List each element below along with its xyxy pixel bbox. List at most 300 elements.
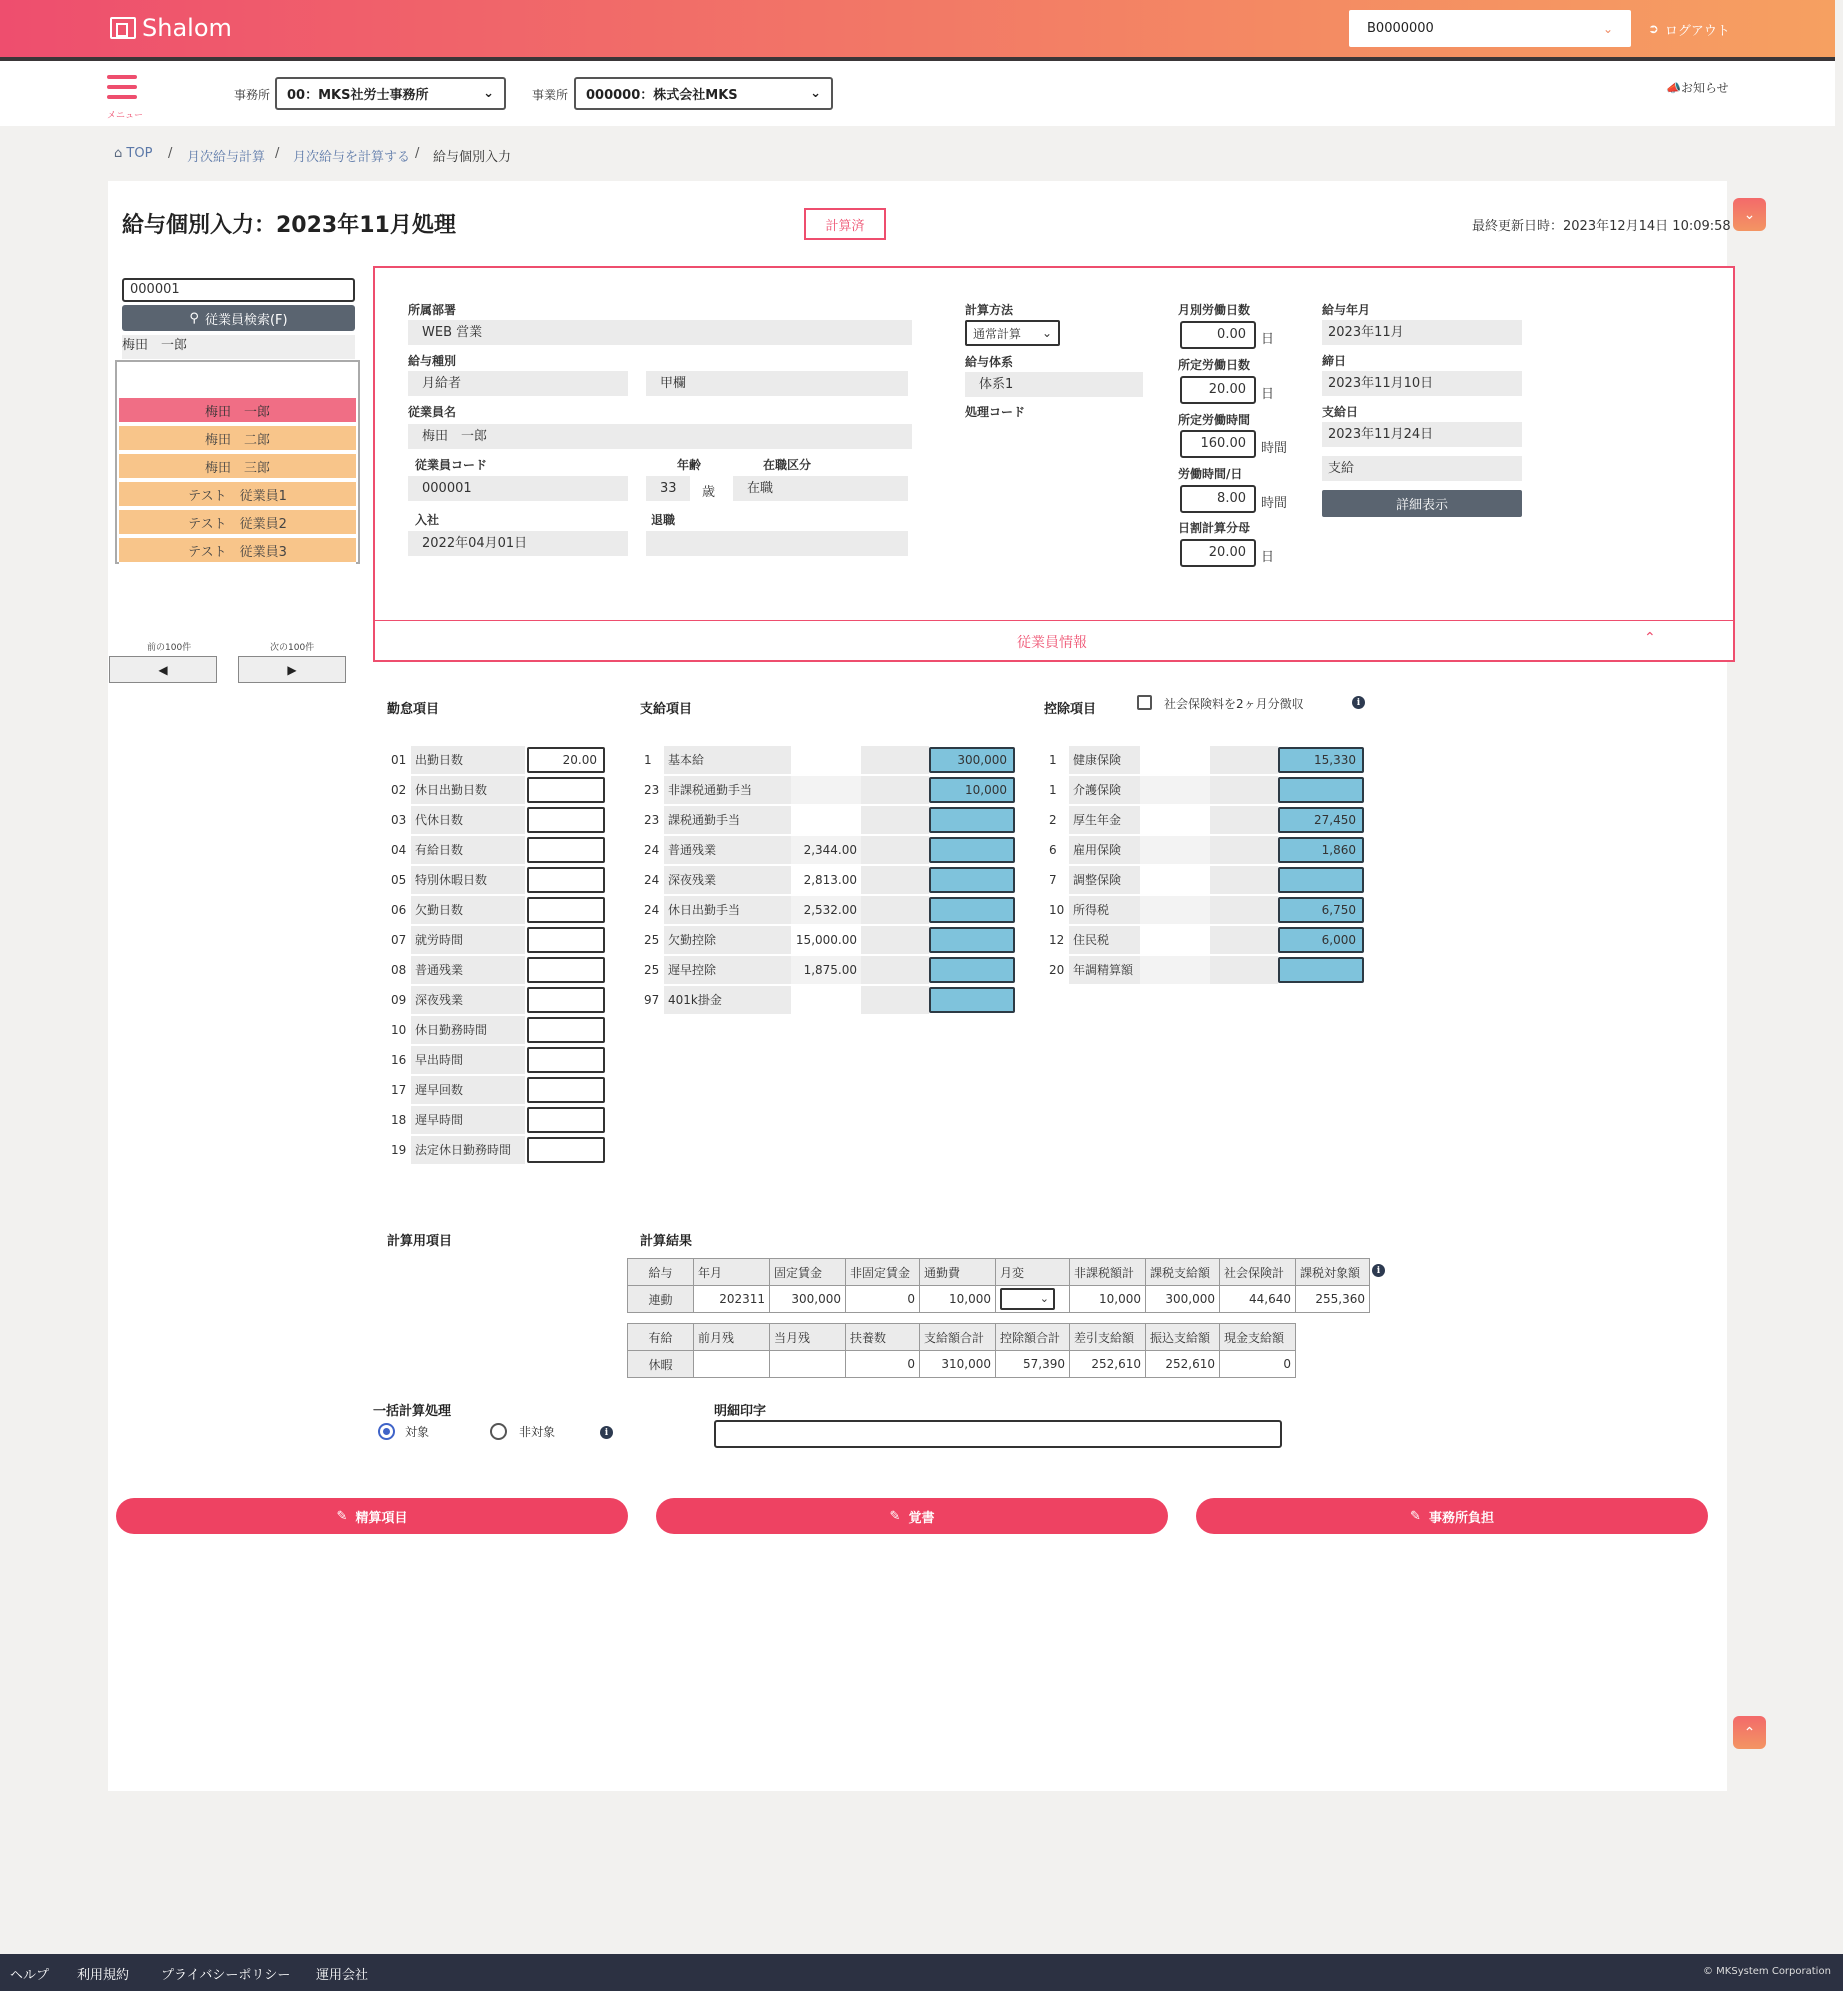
row-rate [791,806,861,834]
attendance-row [391,1016,605,1044]
row-blank [861,926,929,954]
deduction-row [1049,896,1364,924]
calc-method-label: 計算方法 [965,303,1014,317]
info-icon[interactable]: i [1352,696,1365,709]
footer-link-company[interactable]: 運用会社 [316,1968,369,1983]
join-date-value: 2022年04月01日 [408,531,628,556]
table-cell [770,1351,846,1378]
detail-view-button[interactable]: 詳細表示 [1322,490,1522,517]
row-label: 基本給 [664,746,791,774]
table-header: 固定賃金 [770,1259,846,1286]
next-page-button[interactable] [238,656,346,683]
attendance-row [391,806,605,834]
row-label: 特別休暇日数 [411,866,525,894]
payment-row [644,746,1015,774]
payment-input[interactable] [929,867,1015,893]
deduction-input[interactable]: 6,000 [1278,927,1364,953]
row-code: 7 [1049,873,1057,887]
attendance-row [391,926,605,954]
row-label: 欠勤控除 [664,926,791,954]
settlement-button[interactable] [116,1498,628,1534]
table-cell: 10,000 [1070,1286,1146,1313]
attendance-row [391,1136,605,1164]
employee-code-input[interactable]: 000001 [122,278,355,302]
chevron-down-icon: ⌄ [483,86,494,101]
row-code: 1 [644,753,652,767]
pay-system-label: 給与体系 [965,355,1014,369]
leave-date-value [646,531,908,556]
breadcrumb-top[interactable] [114,146,152,161]
row-blank [1210,836,1278,864]
attendance-row [391,746,605,774]
scheduled-hours-label: 所定労働時間 [1178,413,1251,427]
table-header: 非課税額計 [1070,1259,1146,1286]
attendance-input[interactable] [527,1107,605,1133]
row-blank [861,806,929,834]
user-code-select[interactable] [1349,10,1631,47]
row-code: 20 [1049,963,1065,977]
memo-button[interactable] [656,1498,1168,1534]
hours-per-day-input[interactable]: 8.00 [1180,485,1256,513]
process-code-label: 処理コード [965,405,1026,419]
age-unit: 歳 [702,485,716,500]
table-header: 前月残 [694,1324,770,1351]
employee-list-item[interactable]: テスト 従業員2 [119,510,356,536]
row-label: 年調精算額 [1069,956,1140,984]
employee-search-button[interactable] [122,305,355,331]
menu-label: メニュー [107,111,144,121]
row-label: 課税通勤手当 [664,806,791,834]
row-code: 12 [1049,933,1065,947]
payday-label: 支給日 [1322,405,1359,419]
last-updated: 最終更新日時：2023年12月14日 10:09:58 [1472,219,1731,234]
breadcrumb-link[interactable]: 月次給与計算 [187,150,266,165]
row-code: 17 [391,1083,407,1097]
table-cell: 0 [1220,1351,1296,1378]
table-side-header: 休暇 [628,1351,694,1378]
dept-label: 所属部署 [408,303,457,317]
table-cell: 252,610 [1146,1351,1220,1378]
row-label: 出勤日数 [411,746,525,774]
memo-label: 明細印字 [714,1404,767,1419]
menu-button[interactable] [107,75,137,105]
row-code: 19 [391,1143,407,1157]
table-cell: 300,000 [1146,1286,1220,1313]
row-code: 10 [1049,903,1065,917]
row-rate [791,776,861,804]
deduction-input[interactable] [1278,777,1364,803]
attendance-input[interactable] [527,807,605,833]
deduction-input[interactable] [1278,867,1364,893]
attendance-row [391,1046,605,1074]
row-code: 16 [391,1053,407,1067]
row-code: 01 [391,753,407,767]
row-code: 6 [1049,843,1057,857]
row-blank [1210,776,1278,804]
radio-off-icon [490,1423,507,1440]
row-code: 02 [391,783,407,797]
next-page-label: 次の100件 [270,643,315,653]
row-label: 遅早控除 [664,956,791,984]
row-spacer [1140,776,1210,804]
footer-link-terms[interactable]: 利用規約 [77,1968,130,1983]
table-side-header: 連動 [628,1286,694,1313]
table-side-header: 有給 [628,1324,694,1351]
table-cell: 0 [846,1351,920,1378]
scheduled-days-input[interactable]: 20.00 [1180,376,1256,404]
hours-per-day-label: 労働時間/日 [1178,467,1243,481]
row-blank [861,956,929,984]
monthly-change-cell [996,1286,1070,1313]
batch-title: 一括計算処理 [373,1404,452,1419]
radio-on-icon [378,1423,395,1440]
pay-type-value: 月給者 [408,371,628,396]
chevron-down-icon: ⌄ [1041,326,1052,340]
row-label: 法定休日勤務時間 [411,1136,525,1164]
employee-code-label: 従業員コード [415,458,488,472]
attendance-input[interactable] [527,837,605,863]
employee-name-value: 梅田 一郎 [408,424,912,449]
row-code: 24 [644,873,660,887]
calc-result-title: 計算結果 [640,1234,693,1249]
logout-icon: ➲ [1648,22,1659,37]
table-header: 差引支給額 [1070,1324,1146,1351]
deduction-input[interactable]: 1,860 [1278,837,1364,863]
breadcrumb-link[interactable]: 月次給与を計算する [293,150,411,165]
row-code: 2 [1049,813,1057,827]
leave-label: 退職 [651,513,676,527]
info-icon[interactable]: i [600,1426,613,1439]
employee-list-item[interactable]: テスト 従業員1 [119,482,356,508]
office-burden-button-label: 事務所負担 [1428,1510,1494,1526]
breadcrumb-current: 給与個別入力 [433,150,512,165]
employee-name-label: 従業員名 [408,405,457,419]
row-label: 普通残業 [664,836,791,864]
table-cell: 57,390 [996,1351,1070,1378]
monthly-days-input[interactable]: 0.00 [1180,321,1256,349]
pay-month-label: 給与年月 [1322,303,1371,317]
deduction-row [1049,746,1364,774]
scheduled-days-label: 所定労働日数 [1178,358,1251,372]
hamburger-icon-bar [107,85,137,89]
attendance-input[interactable] [527,1137,605,1163]
age-value: 33 [646,476,690,501]
row-label: 代休日数 [411,806,525,834]
attendance-row [391,956,605,984]
row-code: 18 [391,1113,407,1127]
pay-system-value: 体系1 [965,372,1143,397]
row-label: 普通残業 [411,956,525,984]
office-select-value: 00：MKS社労士事務所 [287,88,429,103]
table-side-header: 給与 [628,1259,694,1286]
megaphone-icon: 📣 [1666,81,1681,95]
attendance-input[interactable] [527,927,605,953]
dept-value: WEB 営業 [408,320,912,345]
row-label: 雇用保険 [1069,836,1140,864]
row-code: 03 [391,813,407,827]
table-cell: 252,610 [1070,1351,1146,1378]
row-blank [861,746,929,774]
payment-input[interactable] [929,807,1015,833]
row-label: 401k掛金 [664,986,791,1014]
payment-input[interactable] [929,897,1015,923]
notice-label: お知らせ [1680,81,1729,95]
employee-list-item[interactable]: 梅田 二郎 [119,426,356,452]
footer-link-privacy[interactable]: プライバシーポリシー [161,1968,291,1983]
employee-list-item[interactable]: 梅田 三郎 [119,454,356,480]
deduction-title: 控除項目 [1044,702,1097,717]
row-rate: 15,000.00 [795,933,857,947]
payment-row [644,806,1015,834]
deduction-input[interactable]: 27,450 [1278,807,1364,833]
attendance-row [391,1076,605,1104]
employee-list-item[interactable]: 梅田 一郎 [119,398,356,424]
row-code: 1 [1049,753,1057,767]
payment-input[interactable]: 10,000 [929,777,1015,803]
payment-input[interactable] [929,837,1015,863]
payment-row [644,956,1015,984]
table-cell: 202311 [694,1286,770,1313]
user-code-value: B0000000 [1367,21,1434,36]
deduction-row [1049,866,1364,894]
breadcrumb-item[interactable] [187,146,265,165]
payment-input[interactable] [929,957,1015,983]
attendance-input[interactable] [527,867,605,893]
row-blank [861,836,929,864]
row-label: 非課税通勤手当 [664,776,791,804]
unit-hour: 時間 [1261,496,1288,511]
unit-hour: 時間 [1261,441,1288,456]
row-spacer [1140,896,1210,924]
closing-date-label: 締日 [1322,354,1347,368]
logo-text: Shalom [142,14,232,42]
selected-employee-name: 梅田 一郎 [122,335,355,359]
row-code: 97 [644,993,660,1007]
row-code: 06 [391,903,407,917]
deduction-row [1049,836,1364,864]
payment-row [644,896,1015,924]
chevron-up-icon: ⌃ [1743,1724,1756,1741]
table-header: 通勤費 [920,1259,996,1286]
row-label: 所得税 [1069,896,1140,924]
logo-icon [110,17,136,39]
scroll-top-button[interactable] [1733,1716,1766,1749]
attendance-input[interactable] [527,987,605,1013]
table-header: 年月 [694,1259,770,1286]
row-rate [791,746,861,774]
employment-status-label: 在職区分 [763,458,812,472]
row-label: 休日出勤手当 [664,896,791,924]
table-cell [694,1351,770,1378]
prev-page-button[interactable] [109,656,217,683]
attendance-row [391,1106,605,1134]
row-rate: 2,532.00 [791,896,861,924]
two-month-checkbox[interactable] [1137,695,1152,710]
row-blank [1210,956,1278,984]
attendance-input[interactable] [527,957,605,983]
employee-list [115,360,360,564]
scheduled-hours-input[interactable]: 160.00 [1180,430,1256,458]
edit-icon: ✎ [1410,1508,1421,1524]
row-spacer [1140,836,1210,864]
chevron-down-icon: ⌄ [1743,206,1756,223]
breadcrumb-link[interactable]: TOP [126,146,153,161]
employee-list-item[interactable]: テスト 従業員3 [119,538,356,564]
logout-label: ログアウト [1664,24,1730,39]
company-label: 事業所 [532,88,569,102]
row-blank [1210,866,1278,894]
settlement-button-label: 精算項目 [355,1510,408,1526]
table-header: 当月残 [770,1324,846,1351]
attendance-input[interactable] [527,1017,605,1043]
row-code: 10 [391,1023,407,1037]
hamburger-icon [107,75,137,79]
row-label: 有給日数 [411,836,525,864]
join-label: 入社 [415,513,440,527]
edit-icon: ✎ [889,1508,901,1524]
row-code: 05 [391,873,407,887]
row-code: 1 [1049,783,1057,797]
unit-day: 日 [1261,332,1275,347]
payment-row [644,926,1015,954]
pay-kind-value: 支給 [1322,456,1522,481]
row-blank [1210,746,1278,774]
office-select[interactable] [275,77,506,110]
notice-link[interactable] [1666,79,1729,96]
row-code: 09 [391,993,407,1007]
row-label: 就労時間 [411,926,525,954]
payment-input[interactable] [929,927,1015,953]
info-icon[interactable]: i [1372,1264,1385,1277]
table-header: 支給額合計 [920,1324,996,1351]
office-burden-button[interactable] [1196,1498,1708,1534]
table-cell: 255,360 [1296,1286,1370,1313]
prev-page-label: 前の100件 [147,643,192,653]
attendance-input[interactable] [527,1077,605,1103]
two-month-checkbox-label: 社会保険料を2ヶ月分徴収 [1164,697,1304,711]
employee-info-label: 従業員情報 [1017,635,1087,651]
row-label: 健康保険 [1069,746,1140,774]
page-title: 給与個別入力：2023年11月処理 [122,213,456,238]
footer-link-help[interactable]: ヘルプ [10,1968,50,1983]
attendance-row [391,776,605,804]
table-header: 非固定賃金 [846,1259,920,1286]
table-header: 課税対象額 [1296,1259,1370,1286]
deduction-input[interactable]: 6,750 [1278,897,1364,923]
row-code: 08 [391,963,407,977]
attendance-row [391,986,605,1014]
calc-result-table [627,1258,1370,1313]
row-blank [1210,806,1278,834]
payment-row [644,776,1015,804]
row-code: 23 [644,813,660,827]
daily-denominator-input[interactable]: 20.00 [1180,539,1256,567]
payment-row [644,836,1015,864]
row-label: 休日勤務時間 [411,1016,525,1044]
deduction-input[interactable]: 15,330 [1278,747,1364,773]
tax-column-value: 甲欄 [646,371,908,396]
attendance-input[interactable] [527,897,605,923]
monthly-change-select[interactable] [1000,1288,1055,1310]
attendance-title: 勤怠項目 [387,702,440,717]
app-logo[interactable] [110,14,232,42]
table-cell: 10,000 [920,1286,996,1313]
employment-status-value: 在職 [733,476,908,501]
home-icon: ⌂ [114,146,123,161]
hamburger-icon-bar [107,95,137,99]
logout-link[interactable] [1648,20,1730,39]
attendance-input[interactable] [527,1047,605,1073]
daily-denominator-label: 日割計算分母 [1178,521,1251,535]
row-label: 住民税 [1069,926,1140,954]
memo-input[interactable] [714,1420,1282,1448]
batch-option-on-label: 対象 [405,1425,430,1439]
unit-day: 日 [1261,387,1275,402]
payment-row [644,986,1015,1014]
row-label: 介護保険 [1069,776,1140,804]
row-label: 遅早時間 [411,1106,525,1134]
row-label: 遅早回数 [411,1076,525,1104]
scroll-down-button[interactable] [1733,198,1766,231]
table-header: 課税支給額 [1146,1259,1220,1286]
row-rate: 2,813.00 [803,873,857,887]
row-label: 欠勤日数 [411,896,525,924]
table-header: 振込支給額 [1146,1324,1220,1351]
row-code: 24 [644,903,660,917]
payment-row [644,866,1015,894]
attendance-input[interactable]: 20.00 [527,747,605,773]
monthly-days-label: 月別労働日数 [1178,303,1251,317]
payday-value: 2023年11月24日 [1322,422,1522,447]
table-cell: 0 [846,1286,920,1313]
row-label: 早出時間 [411,1046,525,1074]
row-label: 深夜残業 [411,986,525,1014]
chevron-up-icon[interactable]: ⌃ [1644,630,1656,646]
attendance-row [391,866,605,894]
breadcrumb-separator: / [168,146,173,161]
row-blank [861,866,929,894]
breadcrumb-separator: / [275,146,280,161]
triangle-right-icon: ▶ [287,662,297,677]
table-header: 控除額合計 [996,1324,1070,1351]
employee-search-label: 従業員検索(F) [204,312,288,328]
row-label: 休日出勤日数 [411,776,525,804]
copyright: © MKSystem Corporation [1703,1966,1831,1977]
company-select[interactable] [574,77,833,110]
edit-icon: ✎ [336,1508,348,1524]
row-rate: 2,344.00 [791,836,861,864]
batch-option-on[interactable] [378,1423,429,1440]
table-cell: 300,000 [770,1286,846,1313]
row-label: 深夜残業 [664,866,791,894]
attendance-input[interactable] [527,777,605,803]
deduction-row [1049,806,1364,834]
pay-type-label: 給与種別 [408,354,457,368]
row-code: 24 [644,843,660,857]
row-rate [791,986,861,1014]
deduction-input[interactable] [1278,957,1364,983]
row-code: 07 [391,933,407,947]
calc-method-select[interactable] [965,320,1060,346]
batch-option-off[interactable] [490,1423,555,1440]
payment-input[interactable] [929,987,1015,1013]
breadcrumb-item[interactable] [293,146,410,165]
unit-day: 日 [1261,550,1275,565]
deduction-row [1049,926,1364,954]
payment-input[interactable]: 300,000 [929,747,1015,773]
employee-code-value: 000001 [408,476,628,501]
triangle-left-icon: ◀ [158,662,168,677]
